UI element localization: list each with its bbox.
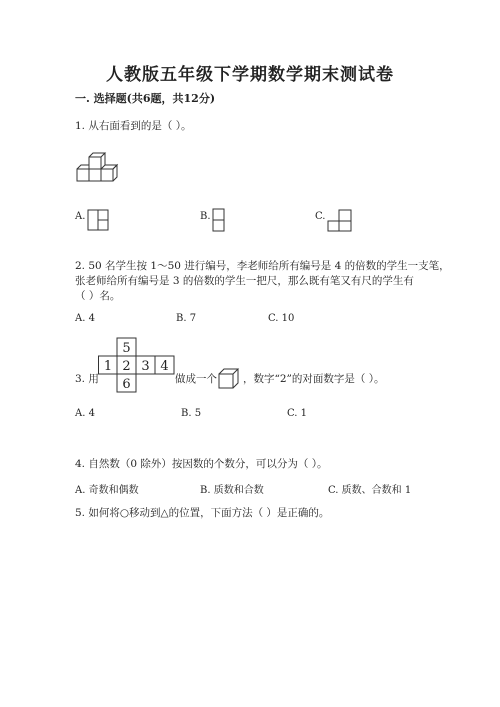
q3-option-c: C. 1 <box>287 408 308 419</box>
q4-option-a: A. 奇数和偶数 <box>75 485 139 496</box>
q2-option-c: C. 10 <box>268 313 295 324</box>
question-3-middle: 做成一个 <box>175 373 217 385</box>
q1-option-a-figure <box>87 209 111 233</box>
q1-option-b-figure <box>212 208 226 234</box>
question-3-prefix: 3. 用 <box>75 373 99 385</box>
question-1-text: 1. 从右面看到的是（ ）。 <box>75 120 192 132</box>
cube-net-figure <box>98 337 176 395</box>
q3-option-b: B. 5 <box>181 408 202 419</box>
question-2-line-1: 2. 50 名学生按 1～50 进行编号，李老师给所有编号是 4 的倍数的学生一支笔， <box>75 260 450 272</box>
net-bottom-number: 6 <box>122 377 131 392</box>
cube-stack-figure <box>76 152 121 184</box>
page-title: 人教版五年级下学期数学期末测试卷 <box>106 65 394 85</box>
question-2-line-2: 张老师给所有编号是 3 的倍数的学生一把尺，那么既有笔又有尺的学生有 <box>75 275 414 287</box>
question-3-suffix: ，数字“2”的对面数字是（ ）。 <box>243 373 385 385</box>
q4-option-b: B. 质数和合数 <box>200 485 264 496</box>
q1-option-a: A. <box>75 211 86 222</box>
q3-option-a: A. 4 <box>75 408 95 419</box>
net-number-4: 4 <box>160 359 169 374</box>
q2-option-a: A. 4 <box>75 313 95 324</box>
section-heading: 一. 选择题(共6题，共12分) <box>75 92 216 105</box>
net-number-2: 2 <box>122 359 131 374</box>
net-number-3: 3 <box>141 359 150 374</box>
cube-icon <box>218 368 240 390</box>
question-2-line-3: （ ）名。 <box>75 290 121 302</box>
net-number-1: 1 <box>103 359 113 374</box>
q1-option-c: C. <box>315 211 326 222</box>
q2-option-b: B. 7 <box>176 313 197 324</box>
net-top-number: 5 <box>122 341 131 356</box>
q4-option-c: C. 质数、合数和 1 <box>328 485 412 496</box>
q1-option-b: B. <box>200 211 211 222</box>
question-5-text: 5. 如何将○移动到△的位置，下面方法（ ）是正确的。 <box>75 507 330 519</box>
question-4-text: 4. 自然数（0 除外）按因数的个数分，可以分为（ ）。 <box>75 458 328 470</box>
q1-option-c-figure <box>325 209 355 233</box>
